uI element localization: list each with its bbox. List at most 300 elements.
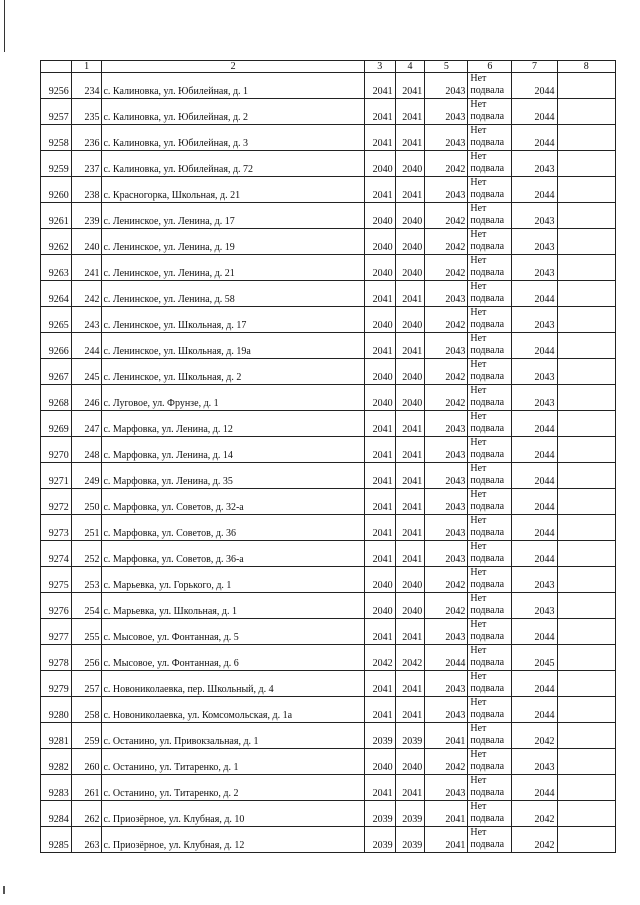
- table-row: [41, 801, 616, 827]
- col8-cell: [557, 723, 616, 749]
- year-col3: 2039: [364, 723, 395, 749]
- year-col7: 2044: [512, 411, 557, 437]
- year-col4: 2040: [395, 255, 425, 281]
- table-row: [41, 229, 616, 255]
- note-line-1: Нет: [470, 541, 487, 552]
- row-index: 247: [71, 411, 102, 437]
- year-col5: 2042: [425, 593, 468, 619]
- table-row: [41, 749, 616, 775]
- row-number: 9258: [41, 125, 72, 151]
- note-line-1: Нет: [470, 229, 487, 240]
- col8-cell: [557, 697, 616, 723]
- year-col3: 2039: [364, 801, 395, 827]
- year-col3: 2041: [364, 333, 395, 359]
- address-cell: с. Ленинское, ул. Школьная, д. 17: [102, 307, 364, 333]
- year-col3: 2041: [364, 489, 395, 515]
- year-col4: 2041: [395, 697, 425, 723]
- year-col3: 2040: [364, 151, 395, 177]
- note-line-1: Нет: [470, 281, 487, 292]
- address-cell: с. Ленинское, ул. Ленина, д. 19: [102, 229, 364, 255]
- row-number: 9275: [41, 567, 72, 593]
- note-line-1: Нет: [470, 463, 487, 474]
- note-cell: [468, 99, 512, 125]
- year-col4: 2040: [395, 229, 425, 255]
- year-col5: 2042: [425, 749, 468, 775]
- row-number: 9272: [41, 489, 72, 515]
- year-col3: 2040: [364, 307, 395, 333]
- row-index: 253: [71, 567, 102, 593]
- row-index: 257: [71, 671, 102, 697]
- year-col3: 2041: [364, 515, 395, 541]
- note-line-1: Нет: [470, 151, 487, 162]
- year-col5: 2043: [425, 125, 468, 151]
- note-cell: [468, 411, 512, 437]
- address-cell: с. Луговое, ул. Фрунзе, д. 1: [102, 385, 364, 411]
- row-number: 9283: [41, 775, 72, 801]
- column-header: 7: [512, 61, 557, 73]
- year-col5: 2042: [425, 567, 468, 593]
- column-header: 2: [102, 61, 364, 73]
- row-number: 9270: [41, 437, 72, 463]
- year-col3: 2040: [364, 749, 395, 775]
- table-row: [41, 99, 616, 125]
- note-cell: [468, 723, 512, 749]
- column-header: 8: [557, 61, 616, 73]
- note-cell: [468, 437, 512, 463]
- note-line-1: Нет: [470, 203, 487, 214]
- table-row: [41, 411, 616, 437]
- note-cell: [468, 281, 512, 307]
- note-line-1: Нет: [470, 489, 487, 500]
- year-col5: 2043: [425, 73, 468, 99]
- row-number: 9285: [41, 827, 72, 853]
- year-col7: 2043: [512, 203, 557, 229]
- year-col3: 2041: [364, 411, 395, 437]
- note-line-2: подвала: [470, 189, 505, 200]
- note-cell: [468, 697, 512, 723]
- row-number: 9281: [41, 723, 72, 749]
- row-index: 245: [71, 359, 102, 385]
- row-index: 260: [71, 749, 102, 775]
- note-cell: [468, 489, 512, 515]
- note-cell: [468, 333, 512, 359]
- year-col4: 2041: [395, 333, 425, 359]
- note-cell: [468, 203, 512, 229]
- row-number: 9282: [41, 749, 72, 775]
- table-row: [41, 307, 616, 333]
- row-index: 238: [71, 177, 102, 203]
- year-col7: 2044: [512, 619, 557, 645]
- address-cell: с. Мысовое, ул. Фонтанная, д. 5: [102, 619, 364, 645]
- note-cell: [468, 125, 512, 151]
- address-cell: с. Ленинское, ул. Школьная, д. 2: [102, 359, 364, 385]
- row-index: 258: [71, 697, 102, 723]
- note-line-2: подвала: [470, 85, 505, 96]
- note-line-1: Нет: [470, 619, 487, 630]
- note-line-1: Нет: [470, 255, 487, 266]
- year-col3: 2040: [364, 593, 395, 619]
- year-col7: 2044: [512, 281, 557, 307]
- note-line-2: подвала: [470, 345, 505, 356]
- note-line-1: Нет: [470, 723, 487, 734]
- row-index: 250: [71, 489, 102, 515]
- note-line-2: подвала: [470, 215, 505, 226]
- year-col7: 2044: [512, 489, 557, 515]
- note-cell: [468, 463, 512, 489]
- year-col7: 2044: [512, 73, 557, 99]
- col8-cell: [557, 463, 616, 489]
- year-col5: 2043: [425, 541, 468, 567]
- row-number: 9278: [41, 645, 72, 671]
- year-col4: 2041: [395, 619, 425, 645]
- note-line-1: Нет: [470, 749, 487, 760]
- note-line-2: подвала: [470, 735, 505, 746]
- note-line-1: Нет: [470, 697, 487, 708]
- year-col5: 2042: [425, 255, 468, 281]
- address-cell: с. Новониколаевка, ул. Комсомольская, д. 1а: [102, 697, 364, 723]
- note-cell: [468, 749, 512, 775]
- year-col3: 2041: [364, 281, 395, 307]
- note-cell: [468, 541, 512, 567]
- table-row: [41, 203, 616, 229]
- note-line-1: Нет: [470, 645, 487, 656]
- table-row: [41, 437, 616, 463]
- col8-cell: [557, 489, 616, 515]
- year-col5: 2043: [425, 489, 468, 515]
- year-col7: 2044: [512, 697, 557, 723]
- note-cell: [468, 307, 512, 333]
- address-cell: с. Калиновка, ул. Юбилейная, д. 2: [102, 99, 364, 125]
- col8-cell: [557, 333, 616, 359]
- year-col5: 2042: [425, 359, 468, 385]
- row-index: 237: [71, 151, 102, 177]
- address-cell: с. Марьевка, ул. Школьная, д. 1: [102, 593, 364, 619]
- note-line-1: Нет: [470, 99, 487, 110]
- table-row: [41, 489, 616, 515]
- year-col3: 2041: [364, 541, 395, 567]
- row-index: 262: [71, 801, 102, 827]
- row-index: 263: [71, 827, 102, 853]
- table-row: [41, 671, 616, 697]
- year-col3: 2041: [364, 463, 395, 489]
- note-line-1: Нет: [470, 177, 487, 188]
- row-number: 9260: [41, 177, 72, 203]
- note-cell: [468, 775, 512, 801]
- note-cell: [468, 177, 512, 203]
- year-col7: 2043: [512, 567, 557, 593]
- year-col3: 2041: [364, 697, 395, 723]
- row-index: 248: [71, 437, 102, 463]
- year-col5: 2044: [425, 645, 468, 671]
- address-cell: с. Марьевка, ул. Горького, д. 1: [102, 567, 364, 593]
- address-cell: с. Марфовка, ул. Советов, д. 36: [102, 515, 364, 541]
- year-col5: 2041: [425, 801, 468, 827]
- year-col5: 2043: [425, 515, 468, 541]
- col8-cell: [557, 281, 616, 307]
- note-cell: [468, 73, 512, 99]
- note-line-1: Нет: [470, 307, 487, 318]
- year-col3: 2040: [364, 229, 395, 255]
- col8-cell: [557, 567, 616, 593]
- row-number: 9267: [41, 359, 72, 385]
- year-col5: 2043: [425, 463, 468, 489]
- note-cell: [468, 645, 512, 671]
- table-row: [41, 567, 616, 593]
- year-col5: 2042: [425, 229, 468, 255]
- address-cell: с. Калиновка, ул. Юбилейная, д. 72: [102, 151, 364, 177]
- address-cell: с. Приозёрное, ул. Клубная, д. 10: [102, 801, 364, 827]
- col8-cell: [557, 73, 616, 99]
- note-cell: [468, 567, 512, 593]
- year-col5: 2043: [425, 775, 468, 801]
- year-col4: 2041: [395, 73, 425, 99]
- col8-cell: [557, 593, 616, 619]
- note-line-1: Нет: [470, 801, 487, 812]
- year-col7: 2042: [512, 723, 557, 749]
- row-index: 251: [71, 515, 102, 541]
- year-col7: 2045: [512, 645, 557, 671]
- note-line-2: подвала: [470, 709, 505, 720]
- table-row: [41, 723, 616, 749]
- year-col4: 2039: [395, 723, 425, 749]
- col8-cell: [557, 229, 616, 255]
- margin-mark: [3, 886, 5, 894]
- note-line-1: Нет: [470, 359, 487, 370]
- address-cell: с. Ленинское, ул. Школьная, д. 19а: [102, 333, 364, 359]
- table-row: [41, 177, 616, 203]
- address-cell: с. Марфовка, ул. Советов, д. 32-а: [102, 489, 364, 515]
- table-row: [41, 541, 616, 567]
- row-index: 241: [71, 255, 102, 281]
- table-row: [41, 645, 616, 671]
- table-row: [41, 827, 616, 853]
- table-row: [41, 73, 616, 99]
- row-number: 9268: [41, 385, 72, 411]
- note-line-2: подвала: [470, 631, 505, 642]
- year-col3: 2041: [364, 177, 395, 203]
- table-row: [41, 385, 616, 411]
- row-number: 9273: [41, 515, 72, 541]
- note-line-2: подвала: [470, 241, 505, 252]
- year-col3: 2041: [364, 619, 395, 645]
- note-line-1: Нет: [470, 333, 487, 344]
- year-col5: 2043: [425, 177, 468, 203]
- note-line-2: подвала: [470, 501, 505, 512]
- year-col3: 2039: [364, 827, 395, 853]
- row-index: 234: [71, 73, 102, 99]
- year-col7: 2044: [512, 541, 557, 567]
- year-col4: 2040: [395, 385, 425, 411]
- note-line-2: подвала: [470, 137, 505, 148]
- address-cell: с. Марфовка, ул. Советов, д. 36-а: [102, 541, 364, 567]
- table-body: [41, 73, 616, 853]
- address-cell: с. Калиновка, ул. Юбилейная, д. 3: [102, 125, 364, 151]
- year-col4: 2040: [395, 749, 425, 775]
- note-line-1: Нет: [470, 593, 487, 604]
- note-cell: [468, 801, 512, 827]
- note-line-2: подвала: [470, 475, 505, 486]
- note-cell: [468, 593, 512, 619]
- row-number: 9280: [41, 697, 72, 723]
- table-row: [41, 463, 616, 489]
- year-col4: 2041: [395, 515, 425, 541]
- column-header: 6: [468, 61, 512, 73]
- table-row: [41, 125, 616, 151]
- note-line-1: Нет: [470, 515, 487, 526]
- row-index: 246: [71, 385, 102, 411]
- note-cell: [468, 385, 512, 411]
- note-line-2: подвала: [470, 657, 505, 668]
- address-cell: с. Останино, ул. Титаренко, д. 2: [102, 775, 364, 801]
- table-row: [41, 619, 616, 645]
- col8-cell: [557, 177, 616, 203]
- note-line-2: подвала: [470, 267, 505, 278]
- header-row: [41, 61, 616, 73]
- column-header: 5: [425, 61, 468, 73]
- year-col5: 2043: [425, 411, 468, 437]
- year-col4: 2041: [395, 463, 425, 489]
- year-col7: 2043: [512, 307, 557, 333]
- col8-cell: [557, 385, 616, 411]
- year-col5: 2041: [425, 723, 468, 749]
- year-col5: 2042: [425, 385, 468, 411]
- address-cell: с. Красногорка, Школьная, д. 21: [102, 177, 364, 203]
- col8-cell: [557, 437, 616, 463]
- column-header: 3: [364, 61, 395, 73]
- col8-cell: [557, 671, 616, 697]
- note-line-2: подвала: [470, 423, 505, 434]
- row-number: 9266: [41, 333, 72, 359]
- year-col5: 2041: [425, 827, 468, 853]
- year-col3: 2040: [364, 203, 395, 229]
- col8-cell: [557, 645, 616, 671]
- table-row: [41, 593, 616, 619]
- note-line-2: подвала: [470, 683, 505, 694]
- note-cell: [468, 619, 512, 645]
- row-index: 236: [71, 125, 102, 151]
- year-col5: 2043: [425, 671, 468, 697]
- col8-cell: [557, 827, 616, 853]
- year-col4: 2041: [395, 99, 425, 125]
- year-col7: 2042: [512, 827, 557, 853]
- note-cell: [468, 151, 512, 177]
- year-col7: 2044: [512, 125, 557, 151]
- row-index: 239: [71, 203, 102, 229]
- table-row: [41, 281, 616, 307]
- row-number: 9276: [41, 593, 72, 619]
- table-row: [41, 515, 616, 541]
- row-index: 243: [71, 307, 102, 333]
- col8-cell: [557, 801, 616, 827]
- col8-cell: [557, 255, 616, 281]
- year-col5: 2043: [425, 333, 468, 359]
- year-col3: 2041: [364, 125, 395, 151]
- note-line-2: подвала: [470, 605, 505, 616]
- col8-cell: [557, 411, 616, 437]
- address-cell: с. Мысовое, ул. Фонтанная, д. 6: [102, 645, 364, 671]
- note-line-1: Нет: [470, 671, 487, 682]
- row-index: 254: [71, 593, 102, 619]
- row-index: 240: [71, 229, 102, 255]
- row-index: 235: [71, 99, 102, 125]
- column-header: 4: [395, 61, 425, 73]
- year-col4: 2041: [395, 281, 425, 307]
- note-line-1: Нет: [470, 775, 487, 786]
- table-row: [41, 359, 616, 385]
- year-col3: 2041: [364, 437, 395, 463]
- note-line-2: подвала: [470, 787, 505, 798]
- table-row: [41, 333, 616, 359]
- note-cell: [468, 515, 512, 541]
- row-number: 9256: [41, 73, 72, 99]
- col8-cell: [557, 307, 616, 333]
- year-col4: 2041: [395, 125, 425, 151]
- note-line-2: подвала: [470, 293, 505, 304]
- year-col3: 2041: [364, 775, 395, 801]
- col8-cell: [557, 515, 616, 541]
- year-col7: 2042: [512, 801, 557, 827]
- row-number: 9264: [41, 281, 72, 307]
- year-col3: 2040: [364, 255, 395, 281]
- year-col7: 2044: [512, 177, 557, 203]
- row-index: 242: [71, 281, 102, 307]
- year-col4: 2041: [395, 489, 425, 515]
- year-col4: 2041: [395, 775, 425, 801]
- note-line-1: Нет: [470, 437, 487, 448]
- year-col7: 2044: [512, 99, 557, 125]
- year-col4: 2040: [395, 359, 425, 385]
- note-line-2: подвала: [470, 371, 505, 382]
- year-col4: 2041: [395, 437, 425, 463]
- row-number: 9279: [41, 671, 72, 697]
- note-cell: [468, 827, 512, 853]
- row-index: 256: [71, 645, 102, 671]
- row-number: 9284: [41, 801, 72, 827]
- note-line-1: Нет: [470, 567, 487, 578]
- year-col3: 2040: [364, 567, 395, 593]
- year-col7: 2044: [512, 775, 557, 801]
- col8-cell: [557, 749, 616, 775]
- column-header: [41, 61, 72, 73]
- address-cell: с. Останино, ул. Титаренко, д. 1: [102, 749, 364, 775]
- year-col3: 2041: [364, 671, 395, 697]
- row-index: 252: [71, 541, 102, 567]
- col8-cell: [557, 359, 616, 385]
- year-col7: 2044: [512, 515, 557, 541]
- row-index: 255: [71, 619, 102, 645]
- address-cell: с. Марфовка, ул. Ленина, д. 35: [102, 463, 364, 489]
- year-col5: 2042: [425, 307, 468, 333]
- col8-cell: [557, 99, 616, 125]
- row-index: 249: [71, 463, 102, 489]
- note-line-1: Нет: [470, 73, 487, 84]
- row-number: 9265: [41, 307, 72, 333]
- table-row: [41, 255, 616, 281]
- year-col3: 2040: [364, 385, 395, 411]
- row-number: 9269: [41, 411, 72, 437]
- note-cell: [468, 671, 512, 697]
- year-col7: 2044: [512, 333, 557, 359]
- col8-cell: [557, 541, 616, 567]
- year-col4: 2040: [395, 593, 425, 619]
- year-col7: 2043: [512, 255, 557, 281]
- address-cell: с. Ленинское, ул. Ленина, д. 21: [102, 255, 364, 281]
- col8-cell: [557, 151, 616, 177]
- note-line-2: подвала: [470, 813, 505, 824]
- table-row: [41, 151, 616, 177]
- note-line-1: Нет: [470, 125, 487, 136]
- year-col4: 2040: [395, 567, 425, 593]
